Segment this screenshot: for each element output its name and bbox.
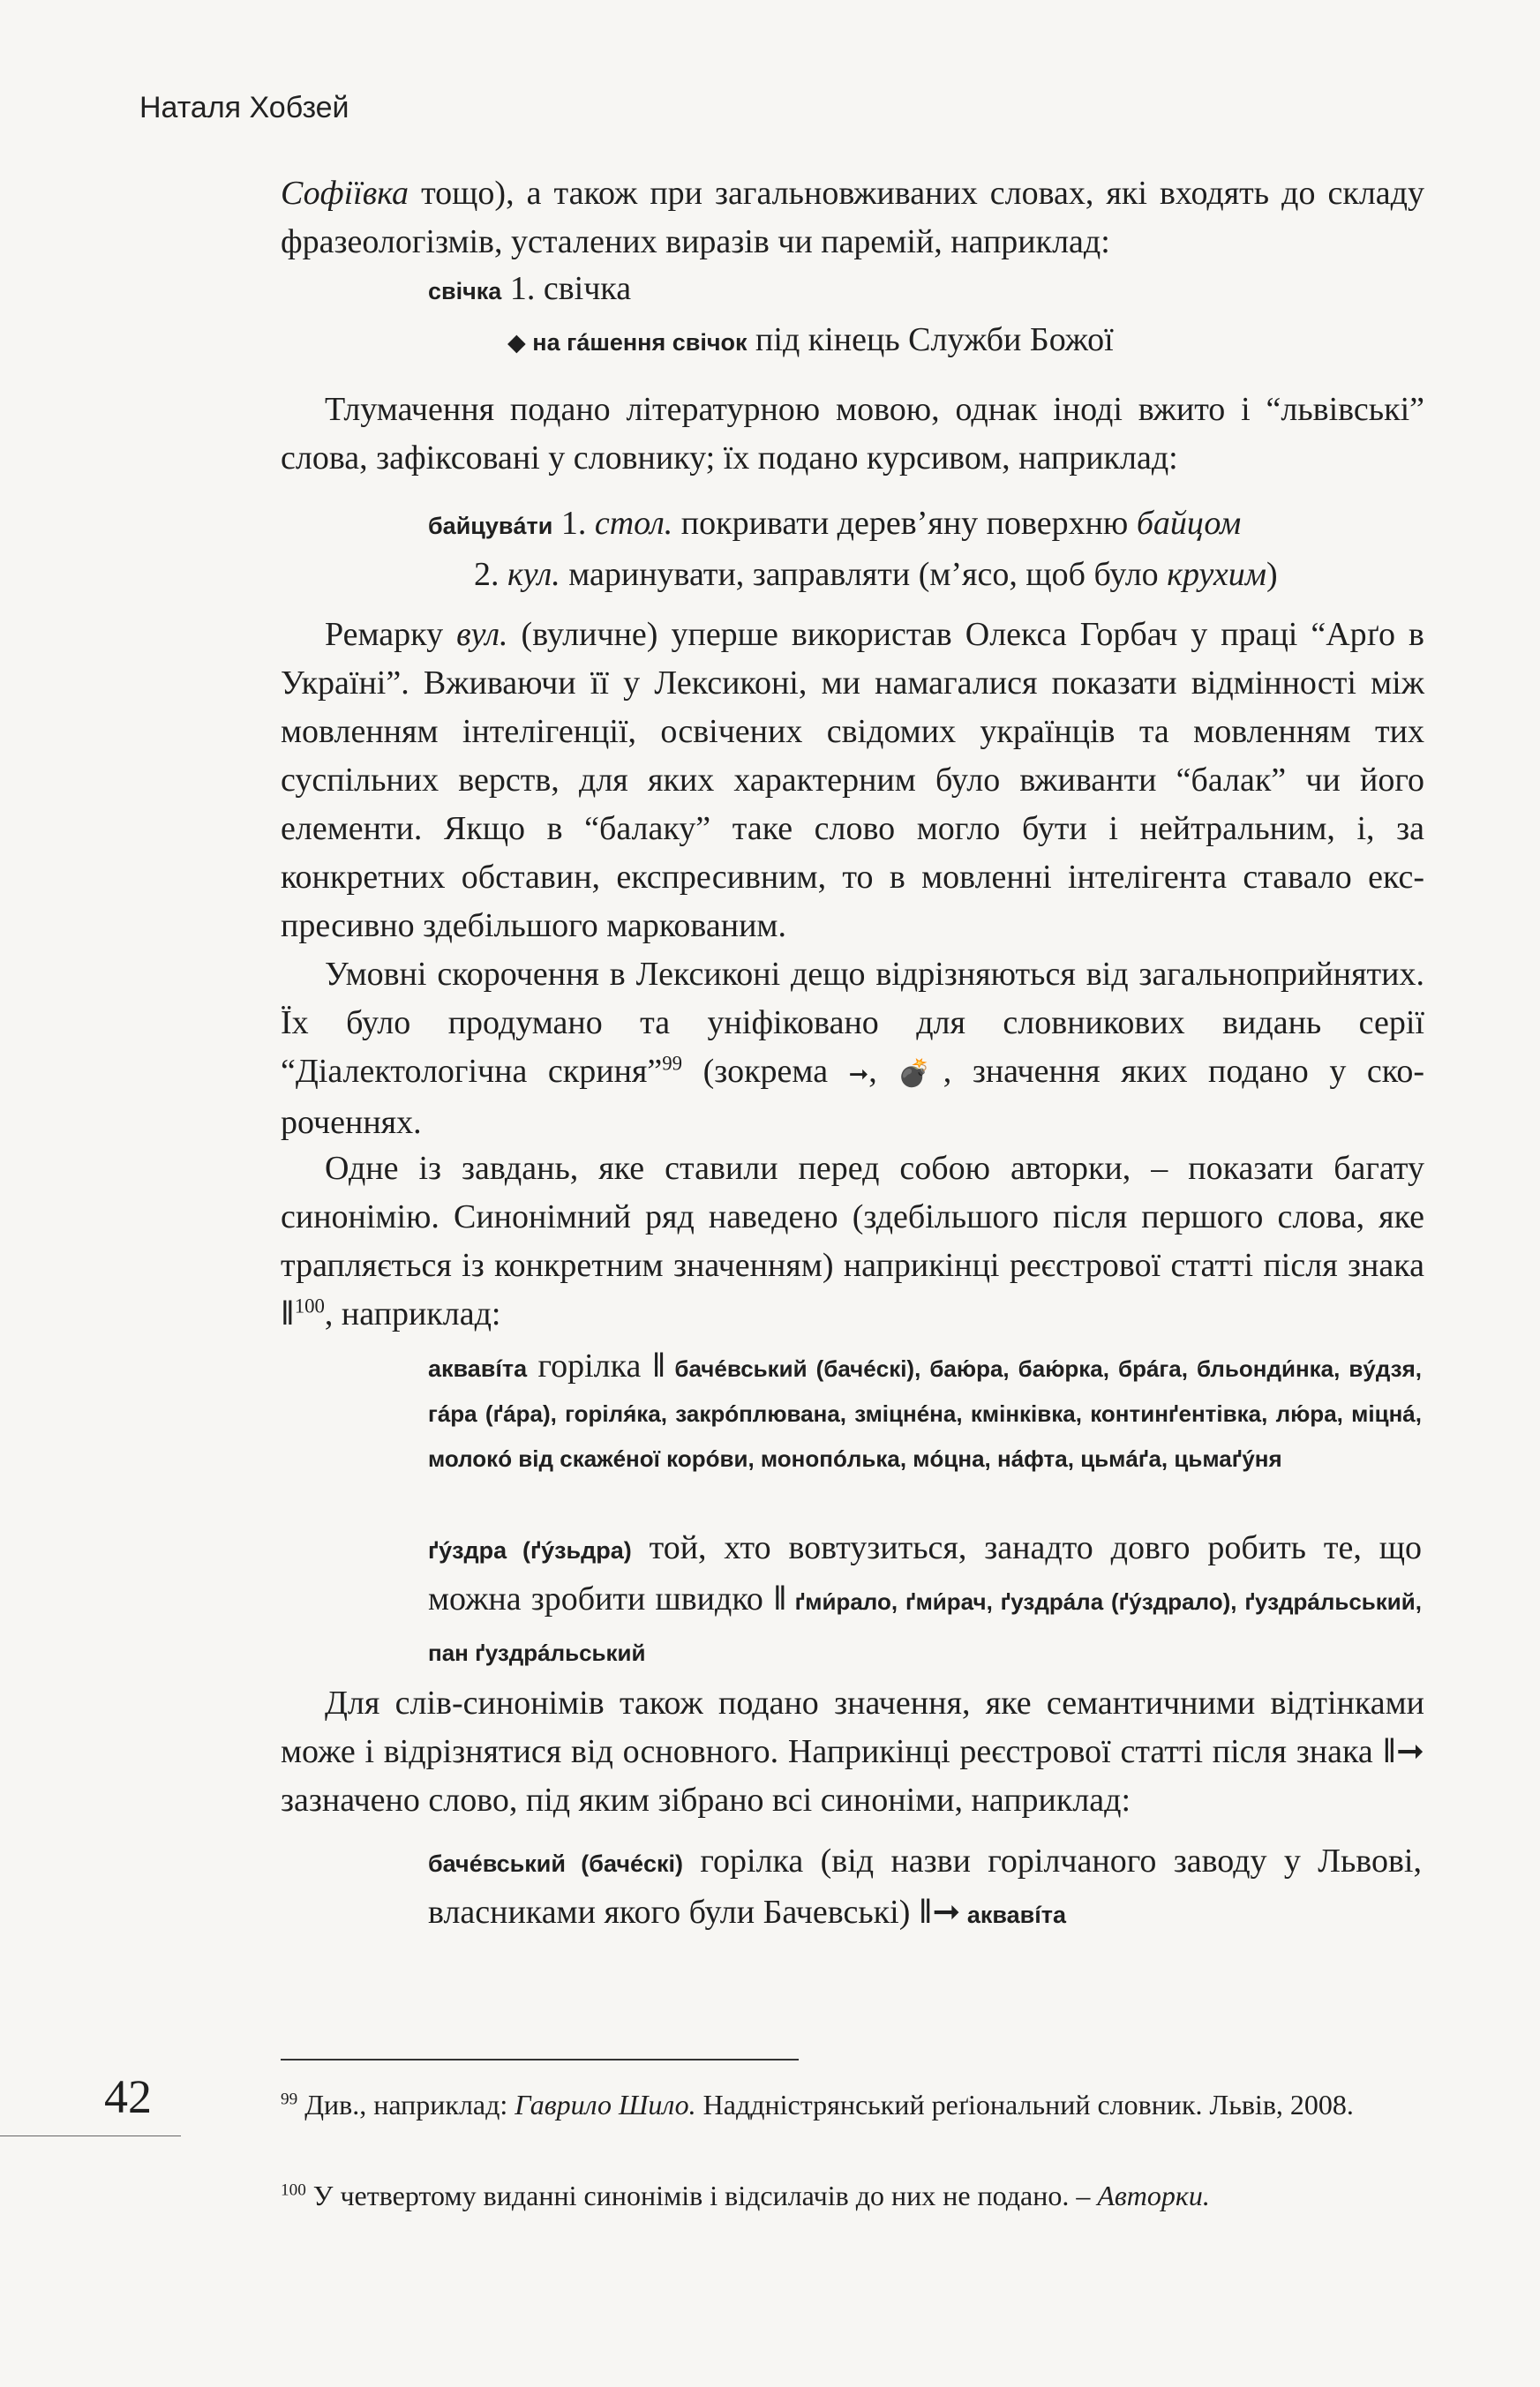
paragraph-text: Ремарку [325, 616, 457, 653]
italic-word: Авторки. [1097, 2180, 1210, 2211]
italic-word: Софіївка [281, 175, 409, 212]
paragraph-text: , наприклад: [324, 1295, 501, 1332]
paragraph-text: Для слів-синонімів також подано значення, яке семантичними відтінками може і відрізнятися від основного. Наприкінці реєстрової статті після знака [281, 1685, 1424, 1770]
dictionary-example-3 [428, 1345, 1422, 1480]
paragraph-text: Одне із завдань, яке ставили перед собою авторки, – показати багату синонімію. Синонімний ряд наведено (здебільшого після першого слова, яке трапляється із конкретним значенням) наприкінці реєстрової статті після знака [281, 1150, 1424, 1284]
dictionary-example-5 [428, 1837, 1422, 1940]
double-bar-icon: ‖ [281, 1295, 295, 1332]
entry-gloss: маринувати, заправляти (м’ясо, щоб було [560, 556, 1168, 593]
entry-line [428, 265, 1114, 316]
remark: вул. [456, 616, 508, 653]
italic-word: байцом [1136, 505, 1242, 542]
synonym-list: ґми́рало, ґми́рач, ґуздрáла (ґýздрало), ґуздрáльський, пан ґуздрáльський [428, 1588, 1422, 1666]
entry-gloss: ) [1266, 556, 1278, 593]
headword: аквавíта [428, 1355, 528, 1382]
footnote-number: 99 [281, 2090, 298, 2109]
entry-gloss: 1. свічка [501, 270, 632, 307]
double-bar-icon: ‖ [651, 1347, 666, 1385]
paragraph-text: Умовні скорочення в Лексиконі дещо відрізняються від загальноприйнятих. Їх було продумано та уніфіковано для словникових видань серії “Діалектологічна скриня” [281, 956, 1424, 1090]
footnote-number: 100 [281, 2181, 306, 2200]
paragraph-text: , значення яких подано у скороченнях. [281, 1053, 1424, 1141]
remark: кул. [507, 556, 560, 593]
bomb-icon: 💣 [898, 1059, 943, 1088]
footnote-ref[interactable]: 100 [294, 1295, 325, 1317]
entry-gloss: той, хто вовтузиться, занадто довго робить те, що можна зробити швидко [428, 1529, 1422, 1618]
paragraph-text: тощо), а також при загальновживаних словах, які входять до складу фразеологізмів, усталених виразів чи паремій, наприклад: [281, 175, 1424, 260]
paragraph-2 [281, 386, 1424, 483]
entry-gloss: під кінець Служби Божої [747, 321, 1114, 358]
entry-gloss: горілка [527, 1347, 652, 1385]
paragraph-text: (зокрема [682, 1053, 849, 1090]
dictionary-example-4 [428, 1524, 1422, 1678]
paragraph-text: Тлумачення подано літературною мовою, однак іноді вжито і “львівські” слова, зафіксовані у словнику; їх подано курсивом, наприклад: [281, 391, 1424, 477]
cross-reference: аквавíта [960, 1902, 1067, 1928]
footnote-divider [281, 2059, 799, 2060]
entry-gloss: покривати дерев’яну поверхню [672, 505, 1137, 542]
double-bar-icon: ‖ [773, 1580, 787, 1618]
page-number: 42 [104, 2070, 152, 2123]
sense-number: 1. [552, 505, 595, 542]
footnote-ref[interactable]: 99 [662, 1052, 683, 1075]
paragraph-1 [281, 169, 1424, 266]
paragraph-5 [281, 1145, 1424, 1339]
phrase: на гáшення свічок [532, 329, 747, 356]
remark: стол. [594, 505, 673, 542]
dictionary-example-1 [428, 265, 1114, 367]
headword: свічка [428, 278, 502, 304]
dictionary-example-2 [428, 499, 1278, 599]
arrow-icon: ➞ [848, 1061, 869, 1087]
italic-word: Гаврило Шило. [515, 2089, 696, 2121]
entry-line [507, 316, 1114, 367]
paragraph-6 [281, 1679, 1424, 1825]
paragraph-text: , [868, 1053, 898, 1090]
double-bar-arrow-icon: ‖➞ [918, 1894, 961, 1931]
italic-word: крухим [1167, 556, 1266, 593]
sense-number: 2. [474, 556, 507, 593]
entry-line [474, 551, 1278, 599]
footnote-text: У четвертому виданні синонімів і відсилачів до них не подано. – [305, 2180, 1098, 2211]
synonym-list: бачéвський (бачéскі), баю́ра, баю́рка, брáга, бльонди́нка, вýдзя, гáра (ґáра), горіля́ка, закрóплювана, зміцнéна, кмінківка, континґентівка, лю́ра, міцнá, молокó від скажéної корóви, монопóлька, мóцна, нáфта, цьмáґа, цьмаґýня [428, 1355, 1422, 1472]
headword: байцувáти [428, 513, 553, 539]
paragraph-text: (вуличне) уперше використав Олекса Горбач у праці “Арґо в Україні”. Вживаючи її у Лексиконі, ми намагалися показати відмінності між мовленням інтелігенції, освічених свідомих українців та мовленням тих суспільних верств, для яких характерним було вживанти “балак” чи його елементи. Якщо в “балаку” таке слово могло бути і нейтральним, і, за конкретних обставин, експресивним, то в мовленні інтелігента ставало експресивно здебільшого маркованим. [281, 616, 1424, 944]
bullet-icon: ◆ [507, 329, 533, 356]
headword: бачéвський (бачéскі) [428, 1850, 684, 1877]
paragraph-text: зазначено слово, під яким зібрано всі синоніми, наприклад: [281, 1782, 1131, 1819]
paragraph-4 [281, 950, 1424, 1147]
entry-line [428, 499, 1278, 551]
footnote-100 [281, 2175, 1424, 2217]
footnote-text: Див., наприклад: [297, 2089, 515, 2121]
footnote-text: Наддністрянський реґіональний словник. Львів, 2008. [695, 2089, 1354, 2121]
paragraph-3 [281, 611, 1424, 950]
entry-gloss: горілка (від назви горілчаного заводу у Львові, власниками якого були Бачевські) [428, 1843, 1422, 1931]
footnote-99 [281, 2084, 1424, 2126]
headword: ґýздра (ґýзьдра) [428, 1537, 632, 1564]
double-bar-arrow-icon: ‖➞ [1382, 1733, 1424, 1770]
running-header: Наталя Хобзей [139, 91, 349, 124]
